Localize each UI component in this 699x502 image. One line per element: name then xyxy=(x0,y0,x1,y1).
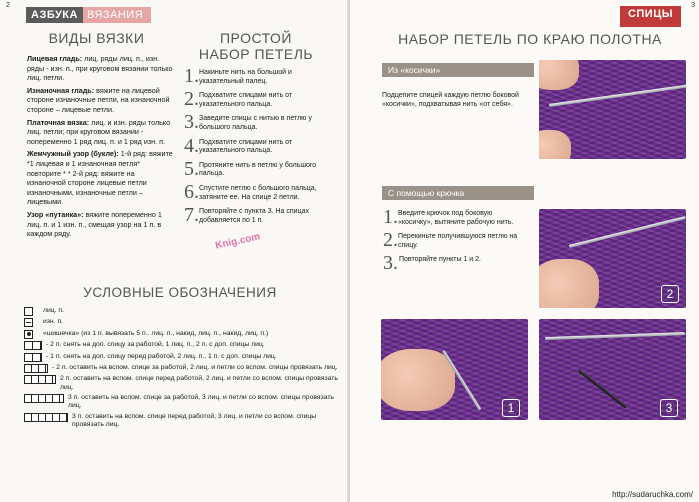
step-number: 4. xyxy=(184,134,199,157)
knit-type-paragraph xyxy=(27,210,175,239)
types-list xyxy=(27,54,175,242)
step-text: Накиньте нить на большой и указательный палец. xyxy=(199,69,292,85)
knit-type-description: 1-й ряд: вяжите *1 лицевая и 1 изнаночная петля* повторите * * 2-й ряд: вяжите на изнаночной стороне лицевые петли изнаночными, изнаночные петли – лицевыми. xyxy=(27,149,173,207)
stitch-symbol-icon xyxy=(24,353,42,362)
instruction-step xyxy=(184,136,334,156)
edge-cast-on-title: НАБОР ПЕТЕЛЬ ПО КРАЮ ПОЛОТНА xyxy=(398,31,662,47)
legend-item xyxy=(24,375,344,391)
hook-steps xyxy=(383,207,528,276)
section-header xyxy=(26,6,151,23)
stitch-symbol-icon xyxy=(24,318,33,327)
finger-shape xyxy=(539,259,599,308)
knit-type-name: Жемчужный узор (букле): xyxy=(27,149,119,159)
instruction-step xyxy=(184,182,334,202)
photo-hook-step-1 xyxy=(381,319,528,420)
legend-text: лиц. п. xyxy=(43,307,65,314)
knit-type-name: Узор «путанка»: xyxy=(27,209,84,219)
header-label-knitting: ВЯЗАНИЯ xyxy=(83,7,151,23)
header-label-alphabet: АЗБУКА xyxy=(26,7,83,23)
stitch-symbol-icon xyxy=(24,394,64,403)
step-number: 1. xyxy=(184,65,199,87)
step-number: 3. xyxy=(184,111,199,134)
stitch-symbol-icon xyxy=(24,364,48,373)
legend-item xyxy=(24,413,344,429)
braid-banner: Из «косички» xyxy=(382,63,534,77)
step-text: Повторяйте с пункта 3. На спицах добавляется по 1 п. xyxy=(199,208,309,224)
step-text: Заведите спицы с нитью в петлю у большого пальца. xyxy=(199,115,312,131)
knit-type-description: вяжите попеременно 1 лиц. п. и 1 изн. п., смещая узор на 1 п. в каждом ряду. xyxy=(27,209,162,239)
step-text: Спустите петлю с большого пальца, затяните ее. На спице 2 петли. xyxy=(199,184,317,201)
legend-title: УСЛОВНЫЕ ОБОЗНАЧЕНИЯ xyxy=(83,285,277,300)
stitch-symbol-icon xyxy=(24,330,33,339)
knit-type-paragraph xyxy=(27,86,175,115)
finger-shape xyxy=(539,60,579,90)
braid-text: Подцепите спицей каждую петлю боковой «косички», подхватывая нить «от себя». xyxy=(382,92,519,109)
step-text: Протяните нить в петлю у большого пальца. xyxy=(199,161,317,178)
step-number: 7. xyxy=(184,204,199,227)
stitch-symbol-icon xyxy=(24,307,33,316)
step-badge-1: 1 xyxy=(502,399,520,417)
legend-text: «шишечка» (из 1 п. вывязать 5 п.. лиц. п., накид, лиц. п., накид, лиц. п.) xyxy=(43,329,269,337)
section-header-needles: СПИЦЫ xyxy=(620,6,681,27)
stitch-symbol-icon xyxy=(24,413,68,422)
step-text: Подхватите спицами нить от указательного пальца. xyxy=(199,138,293,155)
step-number: 1. xyxy=(383,206,398,228)
step-badge-3: 3 xyxy=(660,399,678,417)
instruction-step xyxy=(184,89,334,109)
legend-item xyxy=(24,353,344,362)
knitting-needle-shape xyxy=(545,332,685,340)
knit-type-paragraph xyxy=(27,118,175,147)
legend-text: - 2 п. оставить на вспом. спице за работой, 2 лиц. и петли со вспом. спицы провязать лиц. xyxy=(52,363,338,371)
instruction-step xyxy=(383,230,528,250)
legend-item xyxy=(24,394,344,410)
legend-text: - 1 п. снять на доп. спицу перед работой, 2 лиц. п., 1 п. с доп. спицы лиц. xyxy=(46,352,277,360)
step-text: Перекиньте получившуюся петлю на спицу. xyxy=(398,233,518,249)
simple-steps xyxy=(184,66,334,228)
photo-hook-step-2 xyxy=(539,209,686,308)
step-number: 6. xyxy=(184,180,199,203)
step-number: 3. xyxy=(383,252,398,275)
step-number: 2. xyxy=(184,88,199,111)
legend-text: 3 п. оставить на вспом. спице перед работой, 3 лиц. и петли со вспом. спицы провязать лиц. xyxy=(72,412,317,429)
stitch-symbol-icon xyxy=(24,341,42,350)
simple-title-line-2: НАБОР ПЕТЕЛЬ xyxy=(198,46,314,62)
step-badge-2: 2 xyxy=(661,285,679,303)
knitting-needle-shape xyxy=(549,85,686,107)
finger-shape xyxy=(381,349,455,411)
knit-type-name: Изнаночная гладь: xyxy=(27,85,95,95)
types-title: ВИДЫ ВЯЗКИ xyxy=(48,30,145,46)
instruction-step xyxy=(383,207,528,227)
legend-item xyxy=(24,318,344,327)
crochet-hook-shape xyxy=(578,369,627,408)
instruction-step xyxy=(184,112,334,132)
knit-type-name: Платочная вязка: xyxy=(27,117,90,127)
knit-type-paragraph xyxy=(27,149,175,207)
instruction-step xyxy=(184,205,334,225)
left-page xyxy=(0,0,349,502)
legend-text: 3 п. оставить на вспом. спице за работой, 3 лиц. и петли со вспом. спицы провязать лиц. xyxy=(68,394,334,410)
step-text: Подхватите спицами нить от указательного пальца. xyxy=(199,92,293,108)
watermark-logo: Knig.com xyxy=(214,231,262,252)
photo-hook-step-3 xyxy=(539,319,686,420)
step-text: Повторяйте пункты 1 и 2. xyxy=(399,256,482,264)
instruction-step xyxy=(383,253,528,273)
knit-type-description: лиц. ряды лиц. п., изн. ряды - изн. п., при круговом вязании только лиц. петли. xyxy=(27,54,173,83)
simple-cast-on-title xyxy=(176,30,336,62)
legend-item xyxy=(24,341,344,350)
knit-type-name: Лицевая гладь: xyxy=(27,54,83,63)
page-number-right: 3 xyxy=(691,2,695,9)
step-number: 5. xyxy=(184,157,199,180)
simple-title-line-1: ПРОСТОЙ xyxy=(219,30,292,46)
knit-type-description: лиц. и изн. ряды только лиц. петли; при круговом вязании - попеременно 1 ряд лиц. п. и 1 ряд изн. п. xyxy=(27,117,171,146)
hook-banner: С помощью крючка xyxy=(382,186,534,200)
step-number: 2. xyxy=(383,229,398,252)
legend-item xyxy=(24,364,344,373)
knit-type-description: вяжите на лицевой стороне изнаночные петли, на изнаночной стороне – лицевые петли. xyxy=(27,85,170,114)
legend-text: 2 п. оставить на вспом. спице перед работой, 2 лиц. и петли со вспом. спицы провязать лиц. xyxy=(60,375,338,391)
legend-item xyxy=(24,330,344,339)
legend-item xyxy=(24,307,344,316)
legend-list xyxy=(24,307,344,432)
stitch-symbol-icon xyxy=(24,375,56,384)
page-number-left: 2 xyxy=(6,2,10,9)
knitting-needle-shape xyxy=(569,216,686,248)
legend-text: - 2 п. снять на доп. спицу за работой, 1 лиц. п., 2 п. с доп. спицы лиц. xyxy=(46,341,265,349)
finger-shape xyxy=(539,130,571,159)
instruction-step xyxy=(184,66,334,86)
instruction-step xyxy=(184,159,334,179)
photo-braid-cast-on xyxy=(539,60,686,159)
knit-type-paragraph xyxy=(27,54,175,83)
source-url: http://sudaruchka.com/ xyxy=(612,490,693,499)
step-text: Введите крючок под боковую «косичку», вытяните рабочую нить. xyxy=(398,210,514,226)
legend-text: изн. п. xyxy=(43,318,64,326)
